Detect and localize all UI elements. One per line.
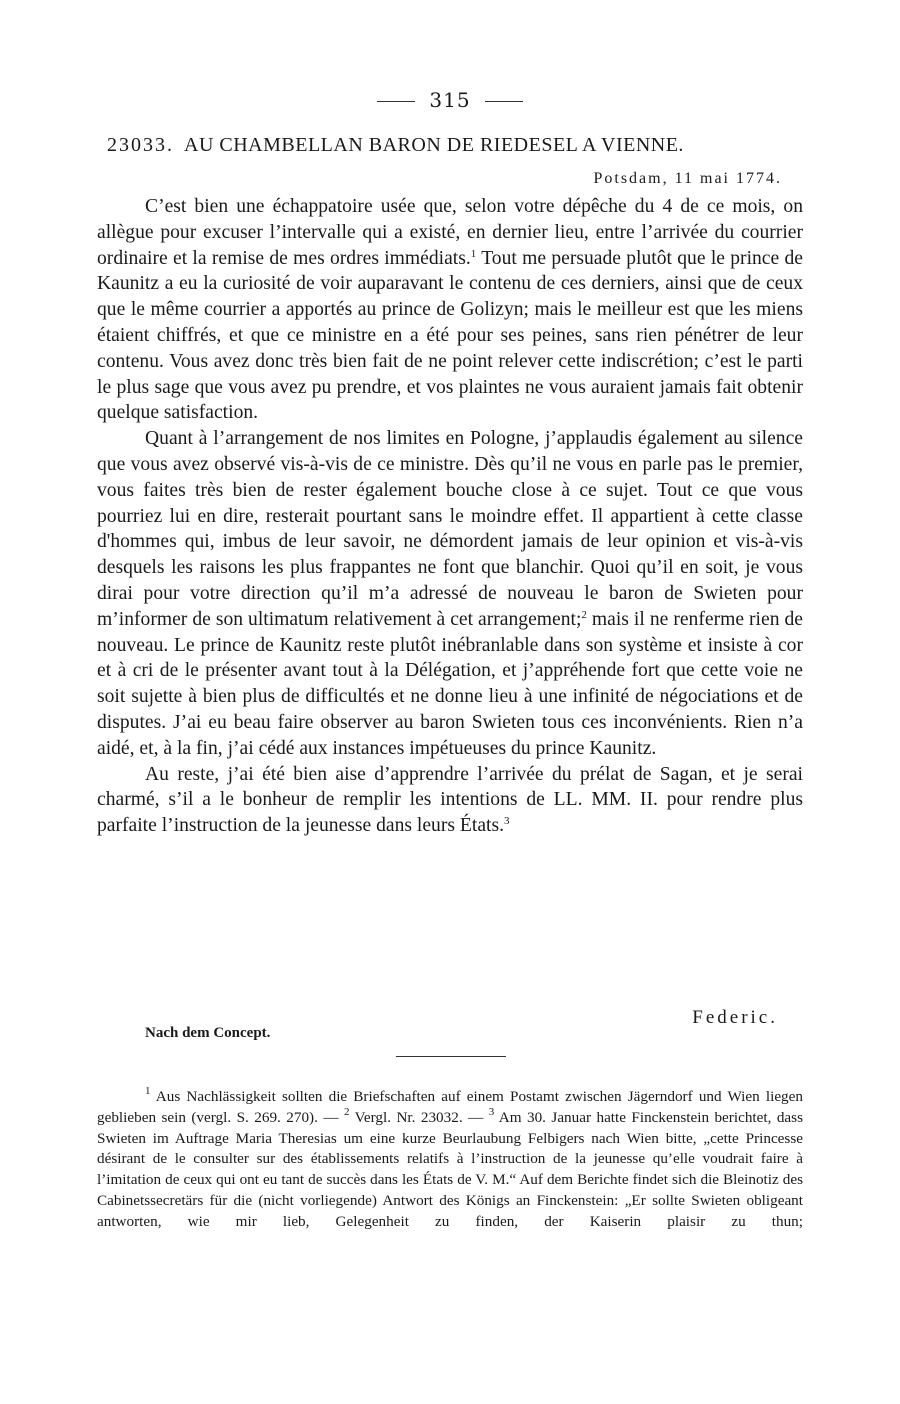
footnote-block	[97, 1087, 803, 1233]
paragraph	[97, 426, 803, 761]
page-number-line	[0, 88, 900, 112]
letter-body	[97, 194, 803, 839]
letter-number: 23033.	[107, 134, 174, 156]
paragraph-text: Au reste, j’ai été bien aise d’apprendre l’arrivée du prélat de Sagan, et je serai charmé, s’il a le bonheur de remplir les intentions de LL. MM. II. pour rendre plus parfaite l’instruction de la jeunesse dans leurs États.	[97, 763, 803, 837]
footnote-mark: 2	[343, 1105, 350, 1118]
footnote-mark: 3	[488, 1105, 495, 1118]
page-number: 315	[429, 88, 471, 112]
footnote-ref: 3	[503, 815, 510, 828]
footnote-mark: 1	[145, 1085, 151, 1097]
footnote-text: Aus Nachlässigkeit sollten die Briefschaften auf einem Postamt zwischen Jägerndorf und Wien liegen geblieben sein (vergl. S. 269. 270). —	[97, 1088, 803, 1126]
divider	[485, 101, 523, 102]
footnote-text: Am 30. Januar hatte Finckenstein berichtet, dass Swieten im Auftrage Maria Theresias um eine kurze Beurlaubung Felbigers nach Wien bitte, „cette Princesse désirant de le consulter sur des établissements relatifs à l’instruction de la jeunesse qu’elle voudrait faire à l’imitation de ceux qui ont eu tant de succès dans les États de V. M.“ Auf dem Berichte findet sich die Bleinotiz des Cabinetssecretärs für die (nicht vorliegende) Antwort des Königs an Finckenstein: „Er sollte Swieten obligeant antworten, wie mir lieb, Gelegenheit zu finden, der Kaiserin plaisir zu thun;	[97, 1108, 803, 1230]
footnotes	[97, 1087, 803, 1233]
paragraph	[97, 194, 803, 426]
footnote-text: Vergl. Nr. 23032. —	[349, 1108, 489, 1126]
paragraph	[97, 762, 803, 839]
signature: Federic.	[692, 1007, 778, 1028]
letter-heading	[107, 134, 807, 157]
dateline: Potsdam, 11 mai 1774.	[593, 170, 782, 187]
source-note: Nach dem Concept.	[145, 1025, 271, 1041]
paragraph-text: Tout me persuade plutôt que le prince de Kaunitz a eu la curiosité de voir auparavant le contenu de ces derniers, ainsi que de ceux que le même courrier a apportés au prince de Golizyn; mais le meilleur est que les miens étaient chiffrés, et que ce ministre en a été pour ses peines, sans rien pénétrer de leur contenu. Vous avez donc très bien fait de ne point relever cette indiscrétion; c’est le parti le plus sage que vous avez pu prendre, et vos plaintes ne vous auraient jamais fait obtenir quelque satisfaction.	[97, 247, 803, 424]
footnote-ref: 1	[470, 247, 477, 260]
paragraph-text: mais il ne renferme rien de nouveau. Le prince de Kaunitz reste plutôt inébranlable dans son système et insiste à cor et à cri de le présenter avant tout à la Délégation, et j’appréhende fort que cette voie ne soit sujette à bien plus de difficultés et ne donne lieu à une infinité de négociations et de disputes. J’ai eu beau faire observer au baron Swieten tous ces inconvénients. Rien n’a aidé, et, à la fin, j’ai cédé aux instances impétueuses du prince Kaunitz.	[97, 608, 803, 759]
paragraph-text: C’est bien une échappatoire usée que, selon votre dépêche du 4 de ce mois, on allègue pour excuser l’intervalle qui a existé, en dernier lieu, entre l’arrivée du courrier ordinaire et la remise de mes ordres immédiats.	[97, 196, 803, 269]
letter-title: AU CHAMBELLAN BARON DE RIEDESEL A VIENNE.	[184, 134, 684, 156]
footnote-ref: 2	[581, 608, 587, 621]
paragraph-text: Quant à l’arrangement de nos limites en Pologne, j’applaudis également au silence que vous avez observé vis-à-vis de ce ministre. Dès qu’il ne vous en parle pas le premier, vous faites très bien de rester également bouche close à ce sujet. Tout ce que vous pourriez lui en dire, resterait pourtant sans le moindre effet. Il appartient à cette classe d'hommes qui, imbus de leur savoir, ne démordent jamais de leur opinion et vis-à-vis desquels les raisons les plus frappantes ne font que blanchir. Quoi qu’il en soit, je vous dirai pour votre direction qu’il m’a adressé de nouveau le baron de Swieten pour m’informer de son ultimatum relativement à cet arrangement;	[97, 428, 803, 630]
footnote-rule	[396, 1056, 506, 1057]
divider	[377, 101, 415, 102]
